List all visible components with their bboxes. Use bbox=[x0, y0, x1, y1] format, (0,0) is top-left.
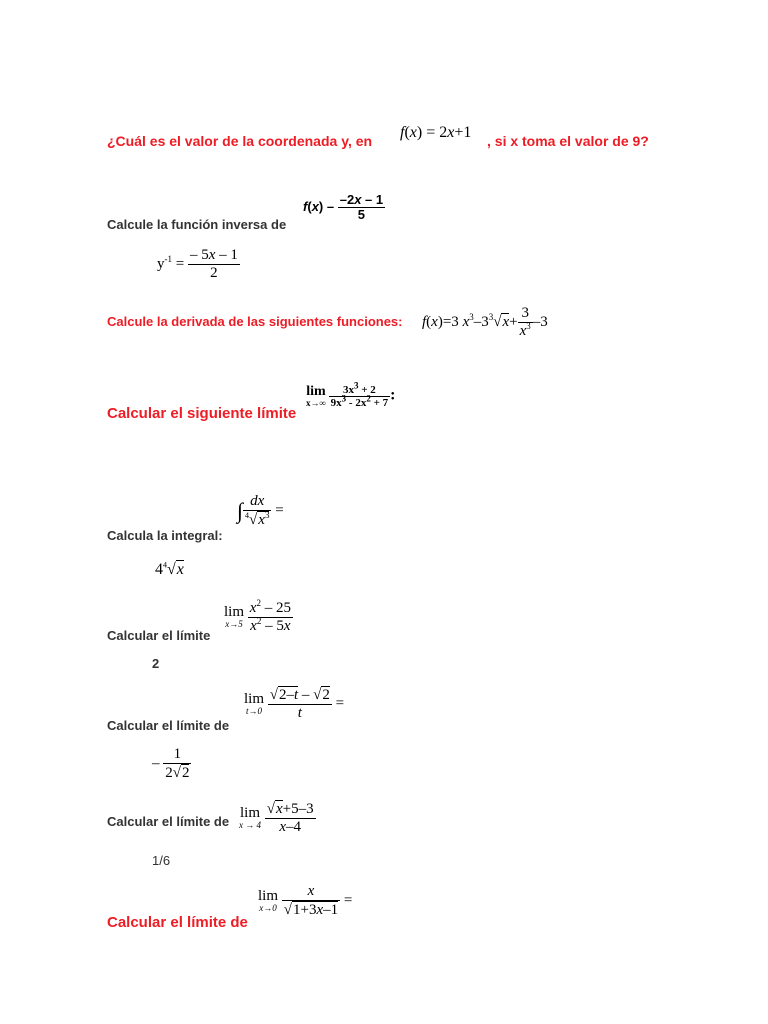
formula-q2: f(x) – $\frac{-2x - 1}{5}$ bbox=[303, 192, 384, 223]
formula-q9: lim x→0 $\frac{x}{√1+3x-1}$ = bbox=[258, 883, 353, 918]
formula-q8: lim x → 4 $\frac{√x+5-3}{x-4}$ bbox=[239, 801, 314, 835]
answer-q8 bbox=[152, 853, 170, 868]
answer-q7: – $\frac{1}{2√2}$ bbox=[152, 746, 190, 781]
question-1 bbox=[107, 133, 372, 149]
question-6-text: Calcular el límite bbox=[107, 628, 211, 643]
formula-q1: f(x) = 2x+1 bbox=[400, 124, 472, 141]
question-2-text: Calcule la función inversa de bbox=[107, 217, 287, 232]
formula-q6: lim x→5 $\frac{x^2 - 25}{x^2 - 5x}$ bbox=[224, 598, 291, 634]
formula-q7: lim t→0 $\frac{√2-t - √2}{t}$ = bbox=[244, 687, 345, 721]
question-7 bbox=[107, 718, 229, 733]
question-6 bbox=[107, 628, 210, 643]
answer-q2-prefix: y bbox=[157, 255, 165, 272]
answer-q8-value: 1/6 bbox=[152, 853, 171, 868]
question-1-text-before: ¿Cuál es el valor de la coordenada y, en bbox=[107, 133, 373, 149]
formula-q4: lim x→∞ $\frac{3x^3 + 2}{9x^3 - 2x^2 + 7}$ : bbox=[306, 380, 396, 410]
question-3 bbox=[107, 314, 403, 329]
question-3-text: Calcule la derivada de las siguientes funciones: bbox=[107, 314, 403, 329]
question-5-text: Calcula la integral: bbox=[107, 528, 223, 543]
question-8 bbox=[107, 814, 229, 829]
question-8-text: Calcular el límite de bbox=[107, 814, 230, 829]
question-5 bbox=[107, 528, 223, 543]
question-2 bbox=[107, 217, 286, 232]
question-1-tail bbox=[487, 133, 649, 149]
question-1-text-after: , si x toma el valor de 9? bbox=[487, 133, 649, 149]
formula-q3: f(x)=3 $x^3-3^3√x+$ $\frac{3}{x^3}$ –3 bbox=[422, 305, 548, 339]
formula-q5: ∫ $\frac{dx}{^4√x^3}$ = bbox=[237, 493, 284, 528]
answer-q5: $4^4√x$ bbox=[155, 560, 184, 578]
answer-q2: $y^{-1}$ = $\frac{- 5x - 1}{2}$ bbox=[157, 247, 238, 281]
question-4 bbox=[107, 405, 296, 422]
question-4-text: Calcular el siguiente límite bbox=[107, 405, 297, 422]
answer-q6-value: 2 bbox=[152, 656, 160, 671]
question-9-text: Calcular el límite de bbox=[107, 914, 248, 931]
question-9 bbox=[107, 914, 248, 931]
answer-q6 bbox=[152, 656, 159, 671]
question-7-text: Calcular el límite de bbox=[107, 718, 230, 733]
